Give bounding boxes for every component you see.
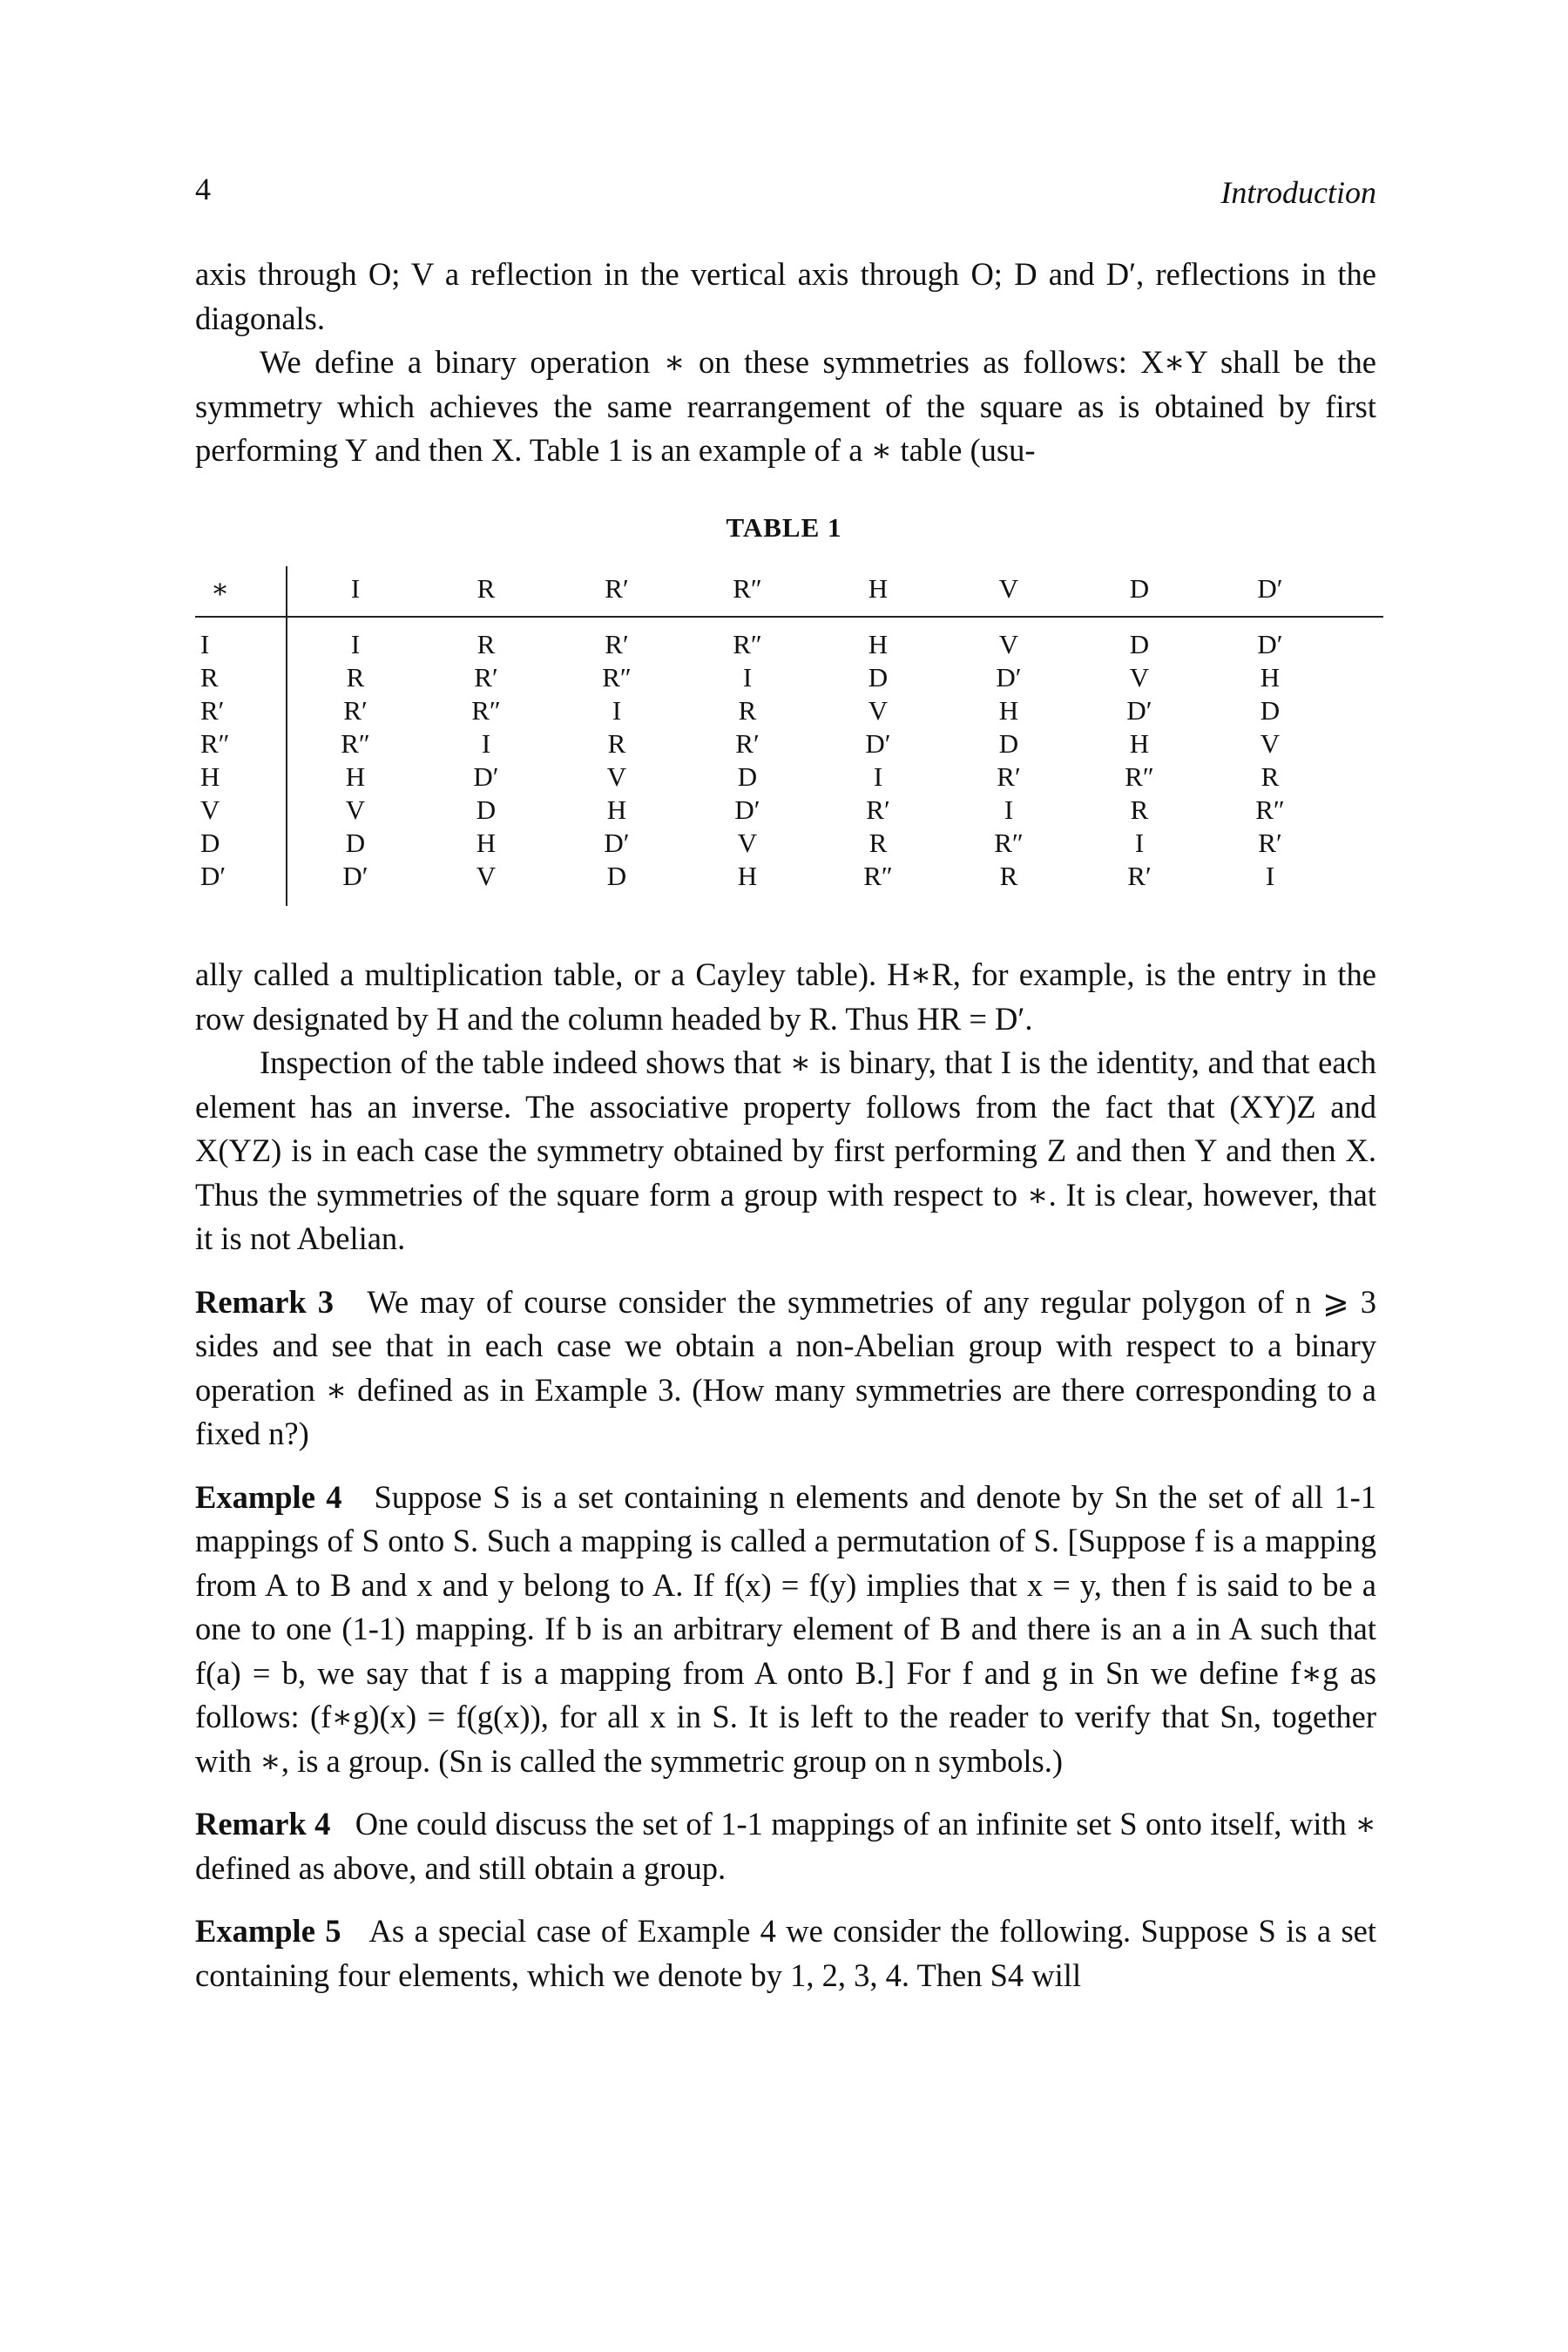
remark-4-label: Remark 4 bbox=[195, 1806, 331, 1842]
table-cell: R″ bbox=[471, 695, 501, 726]
table-cell: D′ bbox=[1257, 629, 1283, 659]
table-row-label: D bbox=[200, 828, 220, 858]
table-cell: I bbox=[873, 761, 883, 792]
table-cell: R′ bbox=[343, 695, 368, 726]
table-cell: D bbox=[1260, 695, 1281, 726]
table-caption: TABLE 1 bbox=[726, 512, 842, 543]
table-cell: R bbox=[607, 728, 626, 759]
table-cell: D′ bbox=[865, 728, 891, 759]
table-cell: H bbox=[345, 761, 366, 792]
table-cell: I bbox=[1134, 828, 1145, 858]
example-4-text: Suppose S is a set containing n elements and denote by Sn the set of all 1-1 mappings of S onto S. Such a mapping is called a permutation of S. [Suppose f is a mapping from A to B and x and y belong to A. If f(x) = f(y) implies that x = y, then f is said to be a one to one (1-1) mapping. If b is an arbitrary element of B and there is an a in A such that f(a) = b, we say that f is a mapping from A onto B.] For f and g in Sn we define f∗g as follows: (f∗g)(x) = f(g(x)), for all x in S. It is left to the reader to verify that Sn, together with ∗, is a group. (Sn is called the symmetric group on n symbols.) bbox=[195, 1478, 1376, 1779]
table-column-header: I bbox=[350, 573, 361, 604]
table-cell: R″ bbox=[602, 662, 632, 693]
page-number: 4 bbox=[195, 172, 211, 206]
remark-4 bbox=[195, 1802, 1376, 1890]
table-cell: D′ bbox=[996, 662, 1022, 693]
table-cell: D bbox=[868, 662, 889, 693]
paragraph-cayley: ally called a multiplication table, or a Cayley table). H∗R, for example, is the entry in the row designated by H and the column headed by R. Thus HR = D′. bbox=[195, 956, 1376, 1037]
table-cell: H bbox=[476, 828, 497, 858]
table-cell: V bbox=[345, 794, 366, 825]
example-4 bbox=[195, 1476, 1376, 1784]
table-cell: R′ bbox=[866, 794, 890, 825]
example-5 bbox=[195, 1909, 1376, 1997]
table-cell: R bbox=[999, 861, 1018, 891]
table-cell: R″ bbox=[863, 861, 893, 891]
table-column-header: V bbox=[998, 573, 1019, 604]
table-column-header: D bbox=[1129, 573, 1150, 604]
table-cell: R′ bbox=[1258, 828, 1282, 858]
table-cell: R′ bbox=[1127, 861, 1152, 891]
table-cell: D′ bbox=[734, 794, 760, 825]
remark-3-text: We may of course consider the symmetries of any regular polygon of n ⩾ 3 sides and see that in each case we obtain a non-Abelian group with respect to a binary operation ∗ defined as in Example 3. (How many symmetries are there corresponding to a fixed n?) bbox=[195, 1283, 1376, 1451]
table-cell: H bbox=[737, 861, 758, 891]
table-column-header: D′ bbox=[1257, 573, 1283, 604]
table-column-header: R′ bbox=[605, 573, 629, 604]
remark-3 bbox=[195, 1281, 1376, 1456]
table-cell: D′ bbox=[604, 828, 630, 858]
table-column-header: R bbox=[476, 573, 496, 604]
table-row-label: D′ bbox=[200, 861, 226, 891]
table-cell: V bbox=[868, 695, 889, 726]
page-header bbox=[195, 171, 1376, 214]
table-cell: D bbox=[998, 728, 1019, 759]
remark-3-label: Remark 3 bbox=[195, 1283, 334, 1320]
table-cell: R″ bbox=[733, 629, 762, 659]
table-cell: H bbox=[998, 695, 1019, 726]
table-corner-operator: ∗ bbox=[211, 573, 230, 604]
table-cell: I bbox=[1265, 861, 1275, 891]
table-row-label: R′ bbox=[200, 695, 225, 726]
table-row-label: I bbox=[200, 629, 210, 659]
table-cell: R′ bbox=[997, 761, 1021, 792]
table-cell: R′ bbox=[474, 662, 498, 693]
example-5-text: As a special case of Example 4 we consider the following. Suppose S is a set containing four elements, which we denote by 1, 2, 3, 4. Then S4 will bbox=[195, 1913, 1376, 1993]
table-cell: H bbox=[1129, 728, 1150, 759]
table-horizontal-rule bbox=[195, 616, 1383, 618]
table-cell: D′ bbox=[473, 761, 499, 792]
table-cell: H bbox=[606, 794, 627, 825]
table-cell: I bbox=[1004, 794, 1014, 825]
table-cell: I bbox=[481, 728, 491, 759]
table-cell: I bbox=[612, 695, 622, 726]
table-cell: R″ bbox=[1255, 794, 1285, 825]
table-cell: R″ bbox=[1125, 761, 1154, 792]
table-cell: R″ bbox=[994, 828, 1024, 858]
example-4-label: Example 4 bbox=[195, 1478, 342, 1515]
table-cell: D bbox=[345, 828, 366, 858]
table-cell: R bbox=[1130, 794, 1149, 825]
table-cell: I bbox=[350, 629, 361, 659]
cayley-table bbox=[181, 566, 1383, 906]
text-block-bottom bbox=[195, 953, 1376, 1997]
table-cell: V bbox=[1129, 662, 1150, 693]
table-column-header: R″ bbox=[733, 573, 762, 604]
paragraph-inspection: Inspection of the table indeed shows that ∗ is binary, that I is the identity, and that each element has an inverse. The associative property follows from the fact that (XY)Z and X(YZ) is in each case the symmetry obtained by first performing Z and then Y and then X. Thus the symmetries of the square form a group with respect to ∗. It is clear, however, that it is not Abelian. bbox=[195, 1044, 1376, 1256]
table-cell: V bbox=[606, 761, 627, 792]
table-cell: R bbox=[476, 629, 496, 659]
paragraph-binary-operation: We define a binary operation ∗ on these symmetries as follows: X∗Y shall be the symmetry which achieves the same rearrangement of the square as is obtained by first performing Y and then X. Table 1 is an example of a ∗ table (usu- bbox=[195, 344, 1376, 468]
table-cell: R bbox=[346, 662, 365, 693]
example-5-label: Example 5 bbox=[195, 1913, 341, 1949]
table-cell: I bbox=[742, 662, 753, 693]
table-cell: R″ bbox=[341, 728, 370, 759]
table-cell: R′ bbox=[605, 629, 629, 659]
paragraph-continuation: axis through O; V a reflection in the vertical axis through O; D and D′, reflections in the diagonals. bbox=[195, 256, 1376, 336]
table-cell: D′ bbox=[342, 861, 368, 891]
table-row-label: H bbox=[200, 761, 220, 792]
table-cell: R bbox=[738, 695, 757, 726]
table-cell: R bbox=[1260, 761, 1280, 792]
table-cell: H bbox=[868, 629, 889, 659]
table-cell: D bbox=[737, 761, 758, 792]
table-column-header: H bbox=[868, 573, 889, 604]
table-cell: D bbox=[1129, 629, 1150, 659]
remark-4-text: One could discuss the set of 1-1 mappings of an infinite set S onto itself, with ∗ defined as above, and still obtain a group. bbox=[195, 1806, 1376, 1886]
table-cell: V bbox=[737, 828, 758, 858]
table-cell: V bbox=[1260, 728, 1281, 759]
table-cell: D bbox=[476, 794, 497, 825]
table-cell: V bbox=[476, 861, 497, 891]
table-cell: R′ bbox=[735, 728, 760, 759]
table-cell: V bbox=[998, 629, 1019, 659]
table-row-label: R bbox=[200, 662, 219, 693]
table-row-label: V bbox=[200, 794, 220, 825]
running-head: Introduction bbox=[1220, 175, 1376, 210]
table-cell: R bbox=[868, 828, 888, 858]
table-cell: D bbox=[606, 861, 627, 891]
table-row-label: R″ bbox=[200, 728, 230, 759]
text-block-top bbox=[195, 253, 1376, 473]
table-cell: H bbox=[1260, 662, 1281, 693]
table-cell: D′ bbox=[1126, 695, 1152, 726]
